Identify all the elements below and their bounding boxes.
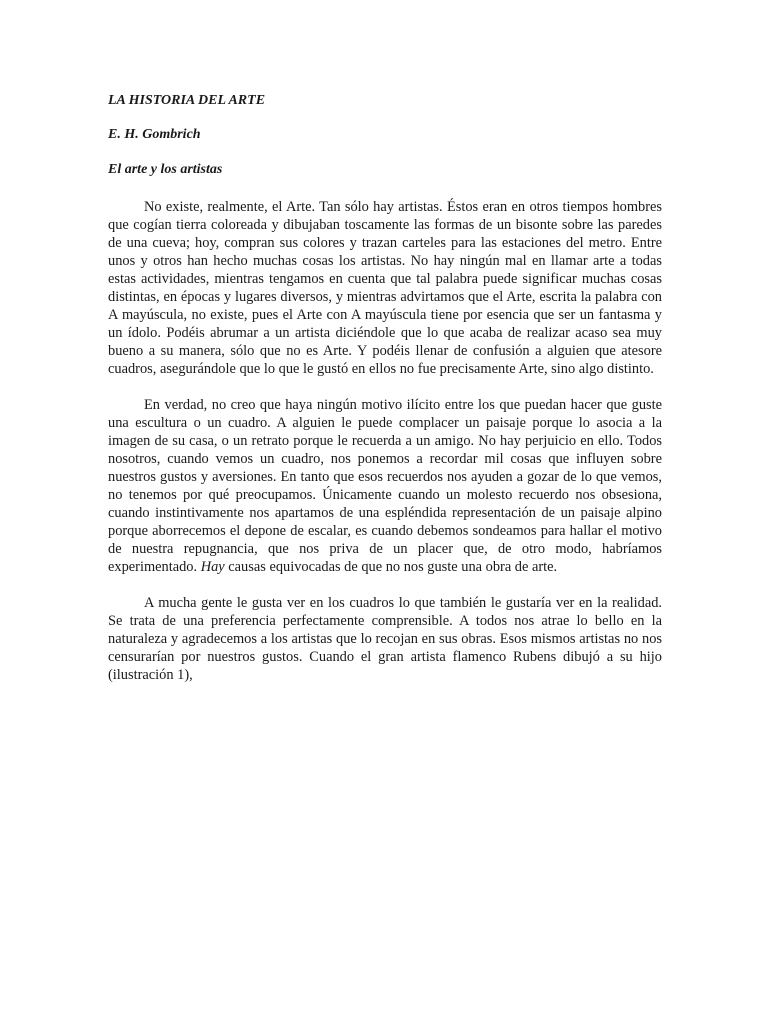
document-title: LA HISTORIA DEL ARTE [108,93,266,108]
paragraph-2 [108,396,662,576]
paragraph-2-emphasis: Hay [200,559,225,575]
document-author: E. H. Gombrich [108,127,201,142]
paragraph-3: A mucha gente le gusta ver en los cuadros lo que también le gustaría ver en la realidad. Se trata de una preferencia perfectamente comprensible. A todos nos atrae lo bello en la naturaleza y agradecemos a los artistas que lo recojan en sus obras. Esos mismos artistas no nos censurarían por nuestros gustos. Cuando el gran artista flamenco Rubens dibujó a su hijo (ilustración 1), [108,595,662,683]
paragraph-2-text-before: En verdad, no creo que haya ningún motivo ilícito entre los que puedan hacer que guste una escultura o un cuadro. A alguien le puede complacer un paisaje porque lo asocia a la imagen de su casa, o un retrato porque le recuerda a un amigo. No hay perjuicio en ello. Todos nosotros, cuando vemos un cuadro, nos ponemos a recordar mil cosas que influyen sobre nuestros gustos y aversiones. En tanto que esos recuerdos nos ayuden a gozar de lo que vemos, no tenemos por qué preocupamos. Únicamente cuando un molesto recuerdo nos obsesiona, cuando instintivamente nos apartamos de una espléndida representación de un paisaje alpino porque aborrecemos el depone de escalar, es cuando debemos sondeamos para hallar el motivo de nuestra repugnancia, que nos priva de un placer que, de otro modo, habríamos experimentado. [108,397,662,575]
paragraph-1: No existe, realmente, el Arte. Tan sólo hay artistas. Éstos eran en otros tiempos hombres que cogían tierra coloreada y dibujaban toscamente las formas de un bisonte sobre las paredes de una cueva; hoy, compran sus colores y trazan carteles para las estaciones del metro. Entre unos y otros han hecho muchas cosas los artistas. No hay ningún mal en llamar arte a todas estas actividades, mientras tengamos en cuenta que tal palabra puede significar muchas cosas distintas, en épocas y lugares diversos, y mientras advirtamos que el Arte, escrita la palabra con A mayúscula, no existe, pues el Arte con A mayúscula tiene por esencia que ser un fantasma y un ídolo. Podéis abrumar a un artista diciéndole que lo que acaba de realizar acaso sea muy bueno a su manera, sólo que no es Arte. Y podéis llenar de confusión a alguien que atesore cuadros, asegurándole que lo que le gustó en ellos no fue precisamente Arte, sino algo distinto. [108,199,662,377]
chapter-title: El arte y los artistas [108,162,223,177]
paragraph-2-text-after: causas equivocadas de que no nos guste una obra de arte. [224,559,558,575]
